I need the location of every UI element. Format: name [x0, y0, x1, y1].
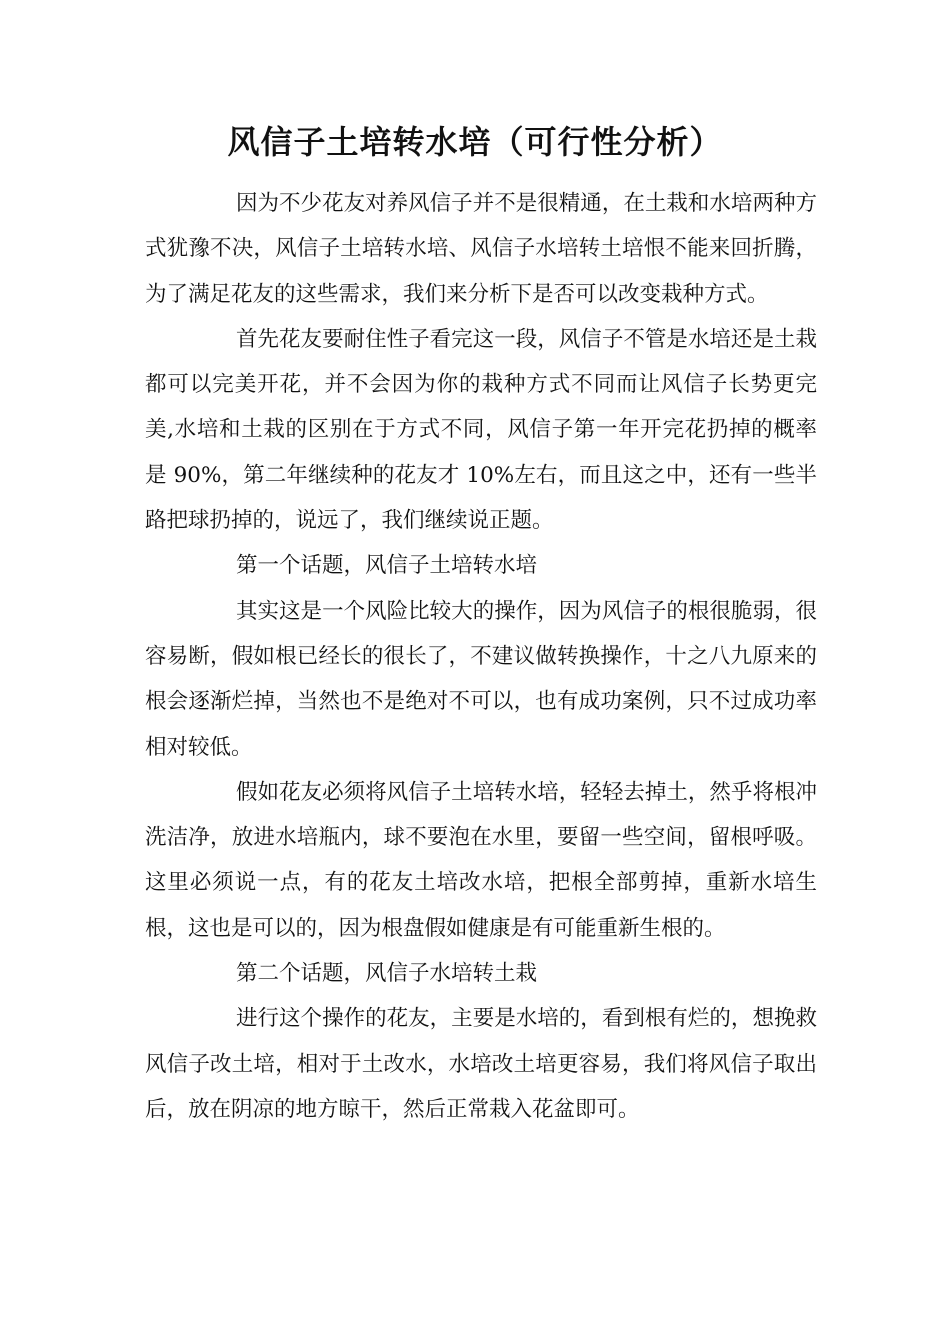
paragraph-first-note: 首先花友要耐住性子看完这一段，风信子不管是水培还是土栽都可以完美开花，并不会因为你的栽种方式不同而让风信子长势更完美,水培和土栽的区别在于方式不同，风信子第一年开完花扔掉的概率是 90%，第二年继续种的花友才 10%左右，而且这之中，还有一些半路把球扔掉的，说远了，我们继续说正题。	[145, 326, 817, 534]
document-body	[145, 181, 817, 1132]
paragraph-method: 假如花友必须将风信子土培转水培，轻轻去掉土，然乎将根冲洗洁净，放进水培瓶内，球不要泡在水里，要留一些空间，留根呼吸。这里必须说一点，有的花友土培改水培，把根全部剪掉，重新水培生根，这也是可以的，因为根盘假如健康是有可能重新生根的。	[145, 779, 817, 941]
topic-heading-2: 第二个话题，风信子水培转土栽	[236, 961, 538, 987]
paragraph-intro: 因为不少花友对养风信子并不是很精通，在土栽和水培两种方式犹豫不决，风信子土培转水培、风信子水培转土培恨不能来回折腾，为了满足花友的这些需求，我们来分析下是否可以改变栽种方式。	[145, 191, 817, 307]
document-title: 风信子土培转水培（可行性分析）	[227, 123, 723, 161]
topic-heading-1: 第一个话题，风信子土培转水培	[236, 553, 538, 579]
paragraph-water-to-soil: 进行这个操作的花友，主要是水培的，看到根有烂的，想挽救风信子改土培，相对于土改水，水培改土培更容易，我们将风信子取出后，放在阴凉的地方晾干，然后正常栽入花盆即可。	[145, 1006, 817, 1122]
paragraph-risk: 其实这是一个风险比较大的操作，因为风信子的根很脆弱，很容易断，假如根已经长的很长了，不建议做转换操作，十之八九原来的根会逐渐烂掉，当然也不是绝对不可以，也有成功案例，只不过成功率相对较低。	[145, 598, 817, 760]
